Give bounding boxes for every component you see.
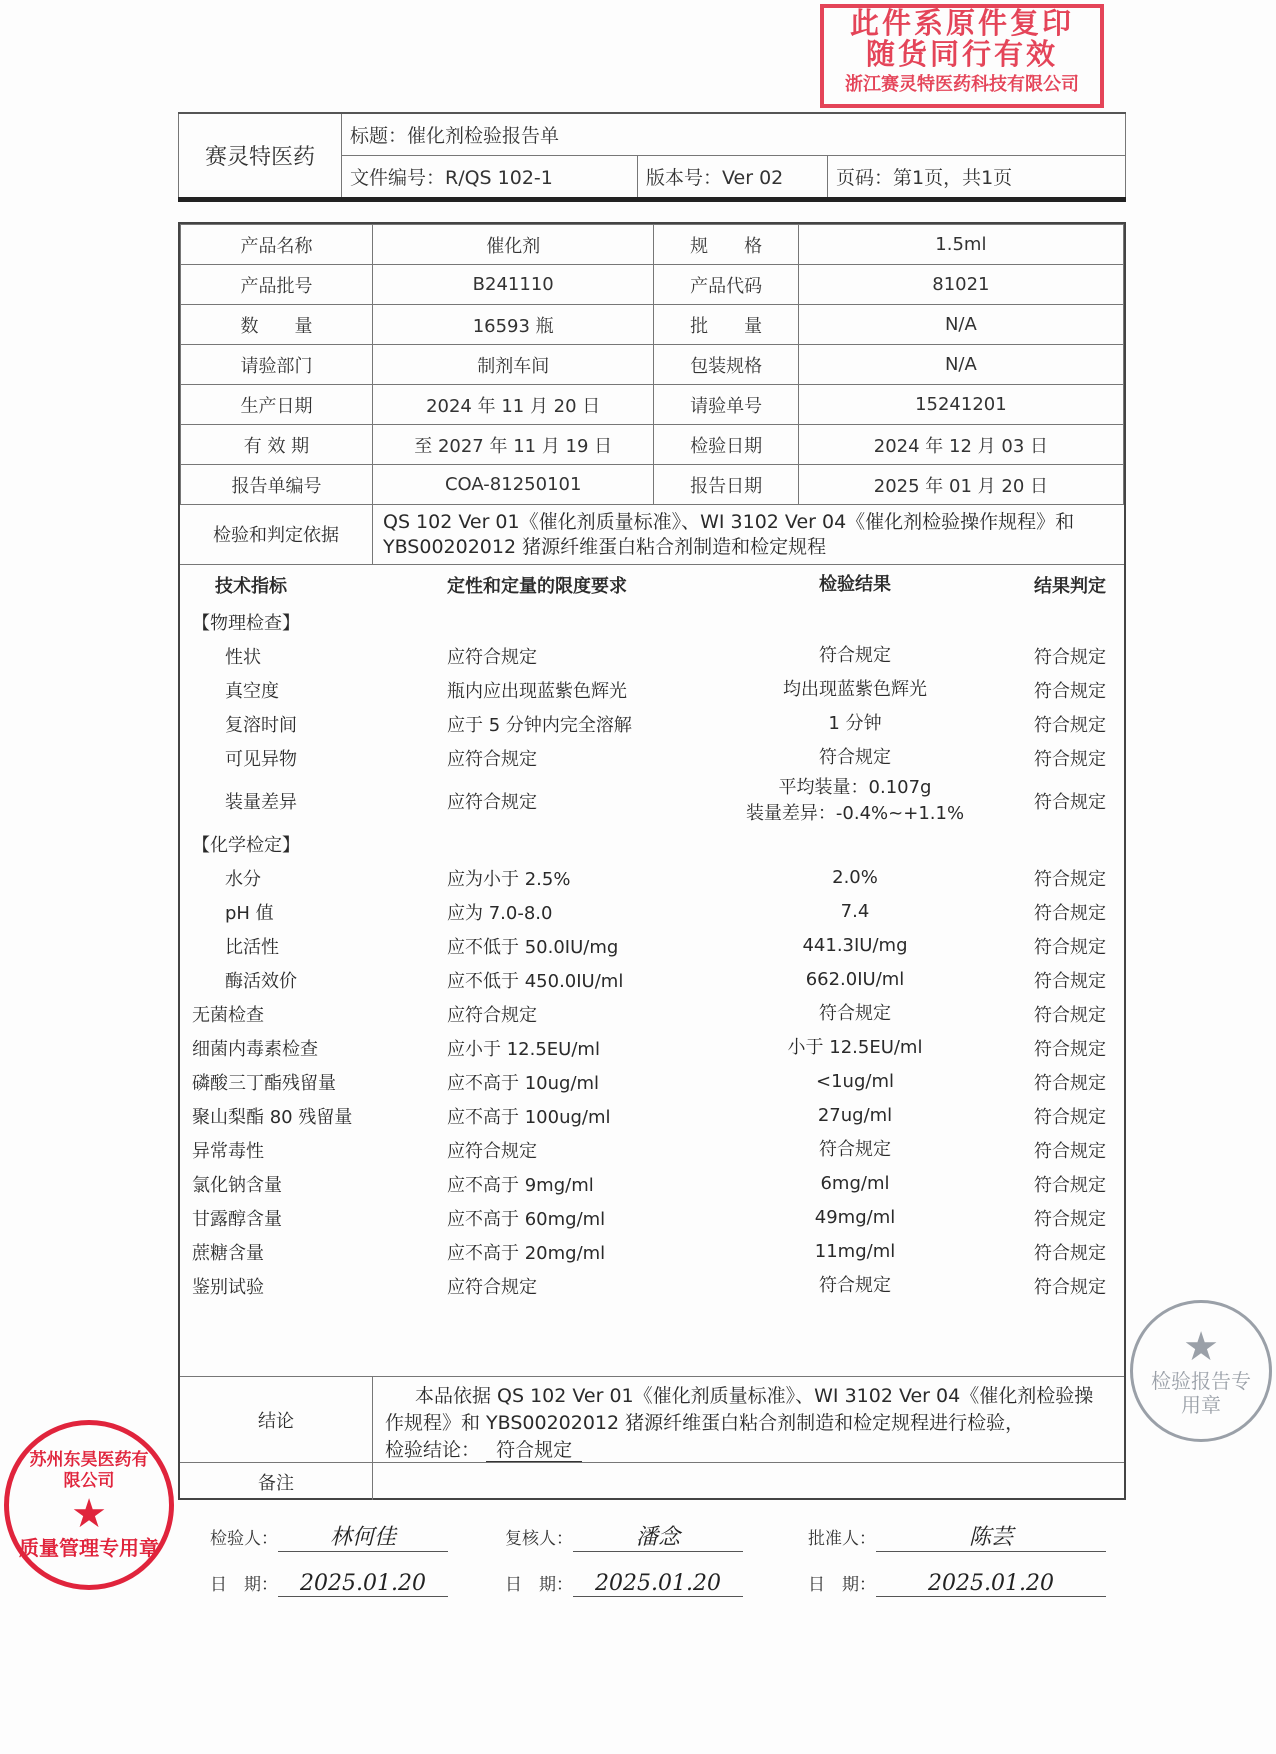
- info-label: 批 量: [654, 305, 798, 345]
- item-name: 磷酸三丁酯残留量: [192, 1073, 336, 1094]
- info-label: 产品名称: [181, 225, 373, 265]
- conclusion-label: 结论: [180, 1377, 373, 1462]
- column-header: 检验结果: [819, 574, 891, 595]
- section-label: 【化学检定】: [192, 835, 300, 856]
- info-value: 制剂车间: [372, 345, 654, 385]
- test-item: [180, 1201, 1124, 1235]
- item-verdict: 符合规定: [1034, 715, 1106, 736]
- test-item: [180, 741, 1124, 775]
- test-item: [180, 707, 1124, 741]
- date-label: 日 期：: [808, 1575, 876, 1595]
- approver-signature: [808, 1520, 1106, 1552]
- test-item: [180, 775, 1124, 827]
- item-verdict: 符合规定: [1034, 1277, 1106, 1298]
- item-result: 1 分钟: [828, 713, 882, 734]
- reviewer-date: [505, 1570, 743, 1597]
- test-item: [180, 861, 1124, 895]
- item-verdict: 符合规定: [1034, 647, 1106, 668]
- item-requirement: 应符合规定: [447, 792, 537, 813]
- item-name: 无菌检查: [192, 1005, 264, 1026]
- info-label: 报告日期: [654, 465, 798, 505]
- test-item: [180, 895, 1124, 929]
- test-item: [180, 1031, 1124, 1065]
- test-item: [180, 1065, 1124, 1099]
- inspector-signature: [210, 1520, 448, 1552]
- approver-name: 陈芸: [876, 1520, 1106, 1552]
- item-result-line: 装量差异：-0.4%~+1.1%: [745, 803, 965, 824]
- item-name: 性状: [225, 647, 261, 668]
- remark-row: [180, 1463, 1124, 1500]
- column-header: 结果判定: [1034, 576, 1106, 597]
- item-verdict: 符合规定: [1034, 681, 1106, 702]
- report-table: [178, 222, 1126, 1500]
- item-name: 可见异物: [225, 749, 297, 770]
- item-name: 酶活效价: [225, 971, 297, 992]
- section-label: 【物理检查】: [192, 613, 300, 634]
- approver-label: 批准人：: [808, 1529, 876, 1549]
- item-requirement: 应符合规定: [447, 1005, 537, 1026]
- item-verdict: 符合规定: [1034, 1175, 1106, 1196]
- item-name: 异常毒性: [192, 1141, 264, 1162]
- test-item: [180, 1235, 1124, 1269]
- reviewer-label: 复核人：: [505, 1529, 573, 1549]
- info-value: N/A: [798, 305, 1123, 345]
- document-header: [178, 112, 1126, 202]
- item-name: 聚山梨酯 80 残留量: [192, 1107, 353, 1128]
- basis-row: [180, 504, 1124, 565]
- item-result: 均出现蓝紫色辉光: [783, 679, 927, 700]
- info-label: 生产日期: [181, 385, 373, 425]
- remark-label: 备注: [180, 1463, 373, 1500]
- info-row: [181, 345, 1124, 385]
- reviewer-name: 潘念: [573, 1520, 743, 1552]
- inspector-date-value: 2025.01.20: [278, 1571, 448, 1597]
- item-requirement: 应不高于 10ug/ml: [447, 1073, 600, 1094]
- info-row: [181, 385, 1124, 425]
- item-requirement: 应符合规定: [447, 1141, 537, 1162]
- inspector-name: 林何佳: [278, 1520, 448, 1552]
- item-name: 氯化钠含量: [192, 1175, 282, 1196]
- test-item: [180, 929, 1124, 963]
- info-row: [181, 305, 1124, 345]
- conclusion-row: [180, 1376, 1124, 1463]
- item-requirement: 瓶内应出现蓝紫色辉光: [447, 681, 627, 702]
- inspection-seal-text: 检验报告专用章: [1151, 1369, 1251, 1417]
- copy-stamp-company: 浙江赛灵特医药科技有限公司: [845, 74, 1079, 95]
- date-label: 日 期：: [505, 1575, 573, 1595]
- info-row: [181, 425, 1124, 465]
- item-result: 11mg/ml: [814, 1241, 896, 1262]
- product-info-table: [180, 224, 1124, 505]
- version-number: 版本号：Ver 02: [638, 155, 828, 199]
- section-physical: [180, 605, 1124, 639]
- star-icon: ★: [1183, 1324, 1219, 1370]
- item-result: 7.4: [840, 901, 870, 922]
- approver-date: [808, 1570, 1106, 1597]
- item-verdict: 符合规定: [1034, 1141, 1106, 1162]
- date-label: 日 期：: [210, 1575, 278, 1595]
- info-value: 16593 瓶: [372, 305, 654, 345]
- item-requirement: 应不高于 9mg/ml: [447, 1175, 594, 1196]
- info-value: 催化剂: [372, 225, 654, 265]
- item-requirement: 应为 7.0-8.0: [447, 903, 553, 924]
- info-label: 报告单编号: [181, 465, 373, 505]
- info-value: 至 2027 年 11 月 19 日: [372, 425, 654, 465]
- item-name: 复溶时间: [225, 715, 297, 736]
- item-requirement: 应符合规定: [447, 1277, 537, 1298]
- info-label: 产品代码: [654, 265, 798, 305]
- document-number: 文件编号：R/QS 102-1: [342, 155, 638, 199]
- info-label: 请验单号: [654, 385, 798, 425]
- item-result: 符合规定: [819, 645, 891, 666]
- item-name: 蔗糖含量: [192, 1243, 264, 1264]
- approver-date-value: 2025.01.20: [876, 1571, 1106, 1597]
- info-value: N/A: [798, 345, 1123, 385]
- item-name: 鉴别试验: [192, 1277, 264, 1298]
- item-result: 小于 12.5EU/ml: [787, 1037, 923, 1058]
- item-result: 符合规定: [819, 1275, 891, 1296]
- test-item: [180, 673, 1124, 707]
- info-label: 有 效 期: [181, 425, 373, 465]
- star-icon: ★: [71, 1491, 107, 1537]
- document-title: 标题：催化剂检验报告单: [342, 113, 1126, 155]
- item-requirement: 应不低于 450.0IU/ml: [447, 971, 624, 992]
- info-value: 2025 年 01 月 20 日: [798, 465, 1123, 505]
- section-chemical: [180, 827, 1124, 861]
- item-name: 比活性: [225, 937, 279, 958]
- item-requirement: 应符合规定: [447, 749, 537, 770]
- inspection-seal: [1130, 1300, 1272, 1442]
- test-item: [180, 1269, 1124, 1303]
- basis-text: QS 102 Ver 01《催化剂质量标准》、WI 3102 Ver 04《催化剂检验操作规程》和 YBS00202012 猪源纤维蛋白粘合剂制造和检定规程: [383, 511, 1075, 558]
- info-value: 81021: [798, 265, 1123, 305]
- copy-stamp: [820, 4, 1104, 108]
- item-result: 441.3IU/mg: [802, 935, 908, 956]
- info-label: 包装规格: [654, 345, 798, 385]
- item-verdict: 符合规定: [1034, 1005, 1106, 1026]
- item-result-line: 平均装量：0.107g: [778, 777, 932, 798]
- test-item: [180, 1167, 1124, 1201]
- conclusion-text: 本品依据 QS 102 Ver 01《催化剂质量标准》、WI 3102 Ver 04《催化剂检验操作规程》和 YBS00202012 猪源纤维蛋白粘合剂制造和检定规程进行检验，: [385, 1385, 1094, 1434]
- item-verdict: 符合规定: [1034, 937, 1106, 958]
- item-requirement: 应小于 12.5EU/ml: [447, 1039, 600, 1060]
- info-value: B241110: [372, 265, 654, 305]
- column-header: 技术指标: [215, 576, 287, 597]
- test-item: [180, 1099, 1124, 1133]
- item-verdict: 符合规定: [1034, 1073, 1106, 1094]
- item-requirement: 应不高于 20mg/ml: [447, 1243, 606, 1264]
- item-verdict: 符合规定: [1034, 749, 1106, 770]
- item-requirement: 应为小于 2.5%: [447, 869, 571, 890]
- info-label: 检验日期: [654, 425, 798, 465]
- company-name: 赛灵特医药: [179, 113, 342, 200]
- item-result: 符合规定: [819, 1139, 891, 1160]
- item-requirement: 应于 5 分钟内完全溶解: [447, 715, 632, 736]
- item-name: 装量差异: [225, 792, 297, 813]
- inspector-date: [210, 1570, 448, 1597]
- item-result: 符合规定: [819, 747, 891, 768]
- item-verdict: 符合规定: [1034, 1209, 1106, 1230]
- item-requirement: 应不高于 60mg/ml: [447, 1209, 606, 1230]
- test-item: [180, 639, 1124, 673]
- test-item: [180, 1133, 1124, 1167]
- copy-stamp-line2: 随货同行有效: [865, 37, 1058, 71]
- test-item: [180, 997, 1124, 1031]
- quality-seal-company: 苏州东昊医药有限公司: [29, 1450, 149, 1491]
- conclusion-result-label: 检验结论：: [385, 1439, 481, 1461]
- quality-seal: [4, 1420, 174, 1590]
- info-label: 产品批号: [181, 265, 373, 305]
- reviewer-signature: [505, 1520, 743, 1552]
- reviewer-date-value: 2025.01.20: [573, 1571, 743, 1597]
- page-number: 页码：第1页，共1页: [828, 155, 1126, 199]
- info-row: [181, 265, 1124, 305]
- item-verdict: 符合规定: [1034, 792, 1106, 813]
- item-verdict: 符合规定: [1034, 869, 1106, 890]
- item-verdict: 符合规定: [1034, 1107, 1106, 1128]
- item-result: 49mg/ml: [814, 1207, 896, 1228]
- item-requirement: 应符合规定: [447, 647, 537, 668]
- info-value: 2024 年 11 月 20 日: [372, 385, 654, 425]
- item-name: 真空度: [225, 681, 279, 702]
- item-verdict: 符合规定: [1034, 1243, 1106, 1264]
- item-name: 水分: [225, 869, 261, 890]
- item-verdict: 符合规定: [1034, 971, 1106, 992]
- inspector-label: 检验人：: [210, 1529, 278, 1549]
- item-result: 662.0IU/ml: [805, 969, 905, 990]
- info-value: 2024 年 12 月 03 日: [798, 425, 1123, 465]
- item-result: 6mg/ml: [820, 1173, 890, 1194]
- item-result: 符合规定: [819, 1003, 891, 1024]
- item-name: 甘露醇含量: [192, 1209, 282, 1230]
- conclusion-result: 符合规定: [486, 1439, 582, 1462]
- column-header: 定性和定量的限度要求: [447, 576, 627, 597]
- quality-seal-purpose: 质量管理专用章: [19, 1536, 159, 1560]
- info-row: [181, 225, 1124, 265]
- item-name: pH 值: [225, 903, 274, 924]
- item-name: 细菌内毒素检查: [192, 1039, 318, 1060]
- info-row: [181, 465, 1124, 505]
- info-label: 请验部门: [181, 345, 373, 385]
- info-label: 数 量: [181, 305, 373, 345]
- column-header-row: [180, 565, 1124, 605]
- test-items: [180, 565, 1124, 1376]
- item-requirement: 应不低于 50.0IU/mg: [447, 937, 619, 958]
- info-value: 1.5ml: [798, 225, 1123, 265]
- item-verdict: 符合规定: [1034, 903, 1106, 924]
- basis-label: 检验和判定依据: [180, 504, 373, 564]
- item-result: 2.0%: [832, 867, 878, 888]
- item-requirement: 应不高于 100ug/ml: [447, 1107, 611, 1128]
- item-result: [705, 775, 1005, 827]
- item-verdict: 符合规定: [1034, 1039, 1106, 1060]
- info-label: 规 格: [654, 225, 798, 265]
- item-result: <1ug/ml: [816, 1071, 894, 1092]
- item-result: 27ug/ml: [817, 1105, 893, 1126]
- info-value: COA-81250101: [372, 465, 654, 505]
- copy-stamp-line1: 此件系原件复印: [849, 6, 1074, 40]
- test-item: [180, 963, 1124, 997]
- info-value: 15241201: [798, 385, 1123, 425]
